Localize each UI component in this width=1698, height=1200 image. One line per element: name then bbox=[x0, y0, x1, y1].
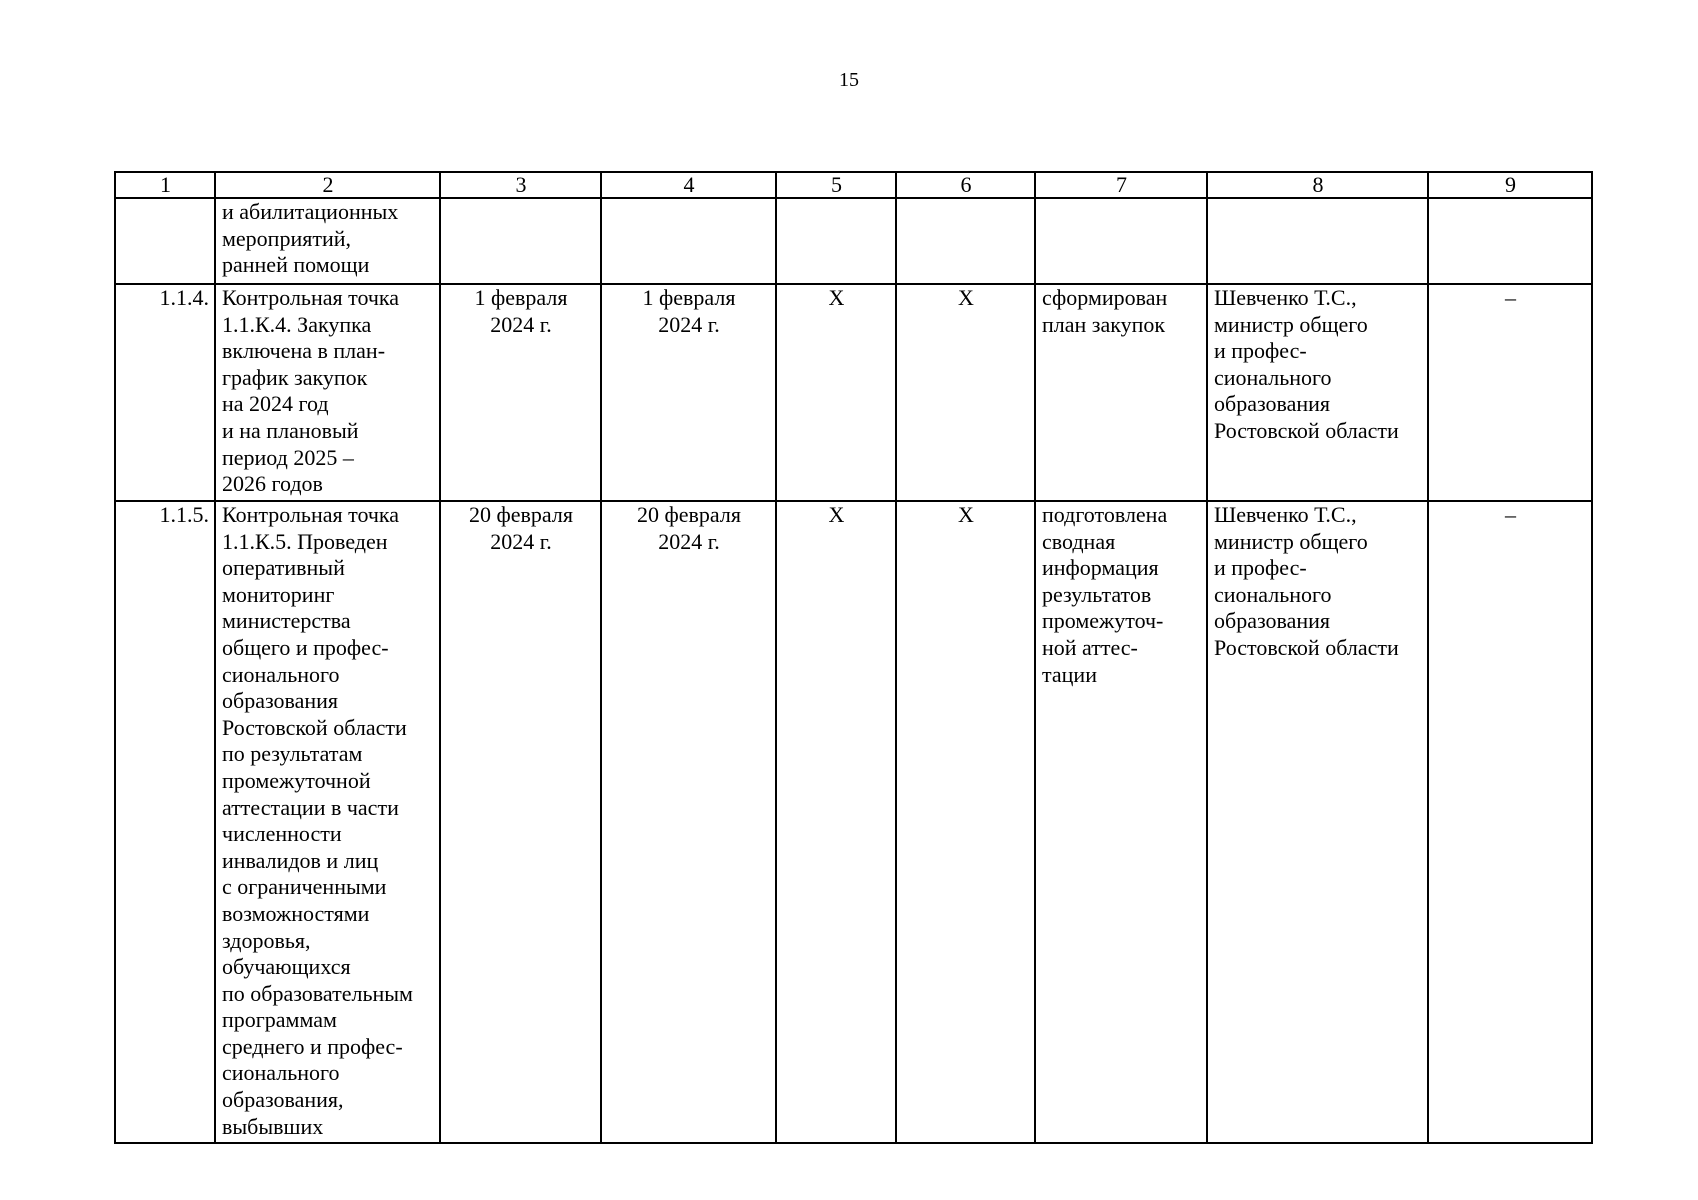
column-9-cell: – bbox=[1428, 501, 1592, 1143]
end-date-cell bbox=[601, 198, 776, 284]
column-5-cell: X bbox=[776, 501, 896, 1143]
column-header-6: 6 bbox=[896, 172, 1035, 198]
column-9-cell: – bbox=[1428, 284, 1592, 501]
column-header-1: 1 bbox=[115, 172, 215, 198]
end-date-cell: 20 февраля 2024 г. bbox=[601, 501, 776, 1143]
column-header-4: 4 bbox=[601, 172, 776, 198]
column-header-7: 7 bbox=[1035, 172, 1207, 198]
row-number-cell: 1.1.5. bbox=[115, 501, 215, 1143]
page-number: 15 bbox=[839, 69, 859, 91]
event-name-cell: Контрольная точка 1.1.К.5. Проведен оперативный мониторинг министерства общего и профес- сионального образования Ростовской области по результатам промежуточной аттестации в части численности инвалидов и лиц с ограниченными возможностями здоровья, обучающихся по образовательным программам среднего и профес- сионального образования, выбывших bbox=[215, 501, 440, 1143]
column-header-9: 9 bbox=[1428, 172, 1592, 198]
column-6-cell: X bbox=[896, 284, 1035, 501]
end-date-cell: 1 февраля 2024 г. bbox=[601, 284, 776, 501]
column-5-cell bbox=[776, 198, 896, 284]
event-name-cell: и абилитационных мероприятий, ранней помощи bbox=[215, 198, 440, 284]
responsible-cell: Шевченко Т.С., министр общего и профес- сионального образования Ростовской области bbox=[1207, 501, 1428, 1143]
result-cell: подготовлена сводная информация результатов промежуточ- ной аттес- тации bbox=[1035, 501, 1207, 1143]
start-date-cell: 20 февраля 2024 г. bbox=[440, 501, 601, 1143]
row-number-cell: 1.1.4. bbox=[115, 284, 215, 501]
table-row bbox=[115, 501, 1592, 1143]
result-cell bbox=[1035, 198, 1207, 284]
header-row bbox=[115, 172, 1592, 198]
responsible-cell: Шевченко Т.С., министр общего и профес- сионального образования Ростовской области bbox=[1207, 284, 1428, 501]
column-header-2: 2 bbox=[215, 172, 440, 198]
column-header-8: 8 bbox=[1207, 172, 1428, 198]
responsible-cell bbox=[1207, 198, 1428, 284]
row-number-cell bbox=[115, 198, 215, 284]
column-9-cell bbox=[1428, 198, 1592, 284]
column-header-3: 3 bbox=[440, 172, 601, 198]
plan-table bbox=[114, 171, 1593, 1144]
table-row bbox=[115, 198, 1592, 284]
column-6-cell: X bbox=[896, 501, 1035, 1143]
result-cell: сформирован план закупок bbox=[1035, 284, 1207, 501]
start-date-cell bbox=[440, 198, 601, 284]
column-6-cell bbox=[896, 198, 1035, 284]
column-5-cell: X bbox=[776, 284, 896, 501]
table-row bbox=[115, 284, 1592, 501]
start-date-cell: 1 февраля 2024 г. bbox=[440, 284, 601, 501]
event-name-cell: Контрольная точка 1.1.К.4. Закупка включена в план- график закупок на 2024 год и на плановый период 2025 – 2026 годов bbox=[215, 284, 440, 501]
column-header-5: 5 bbox=[776, 172, 896, 198]
